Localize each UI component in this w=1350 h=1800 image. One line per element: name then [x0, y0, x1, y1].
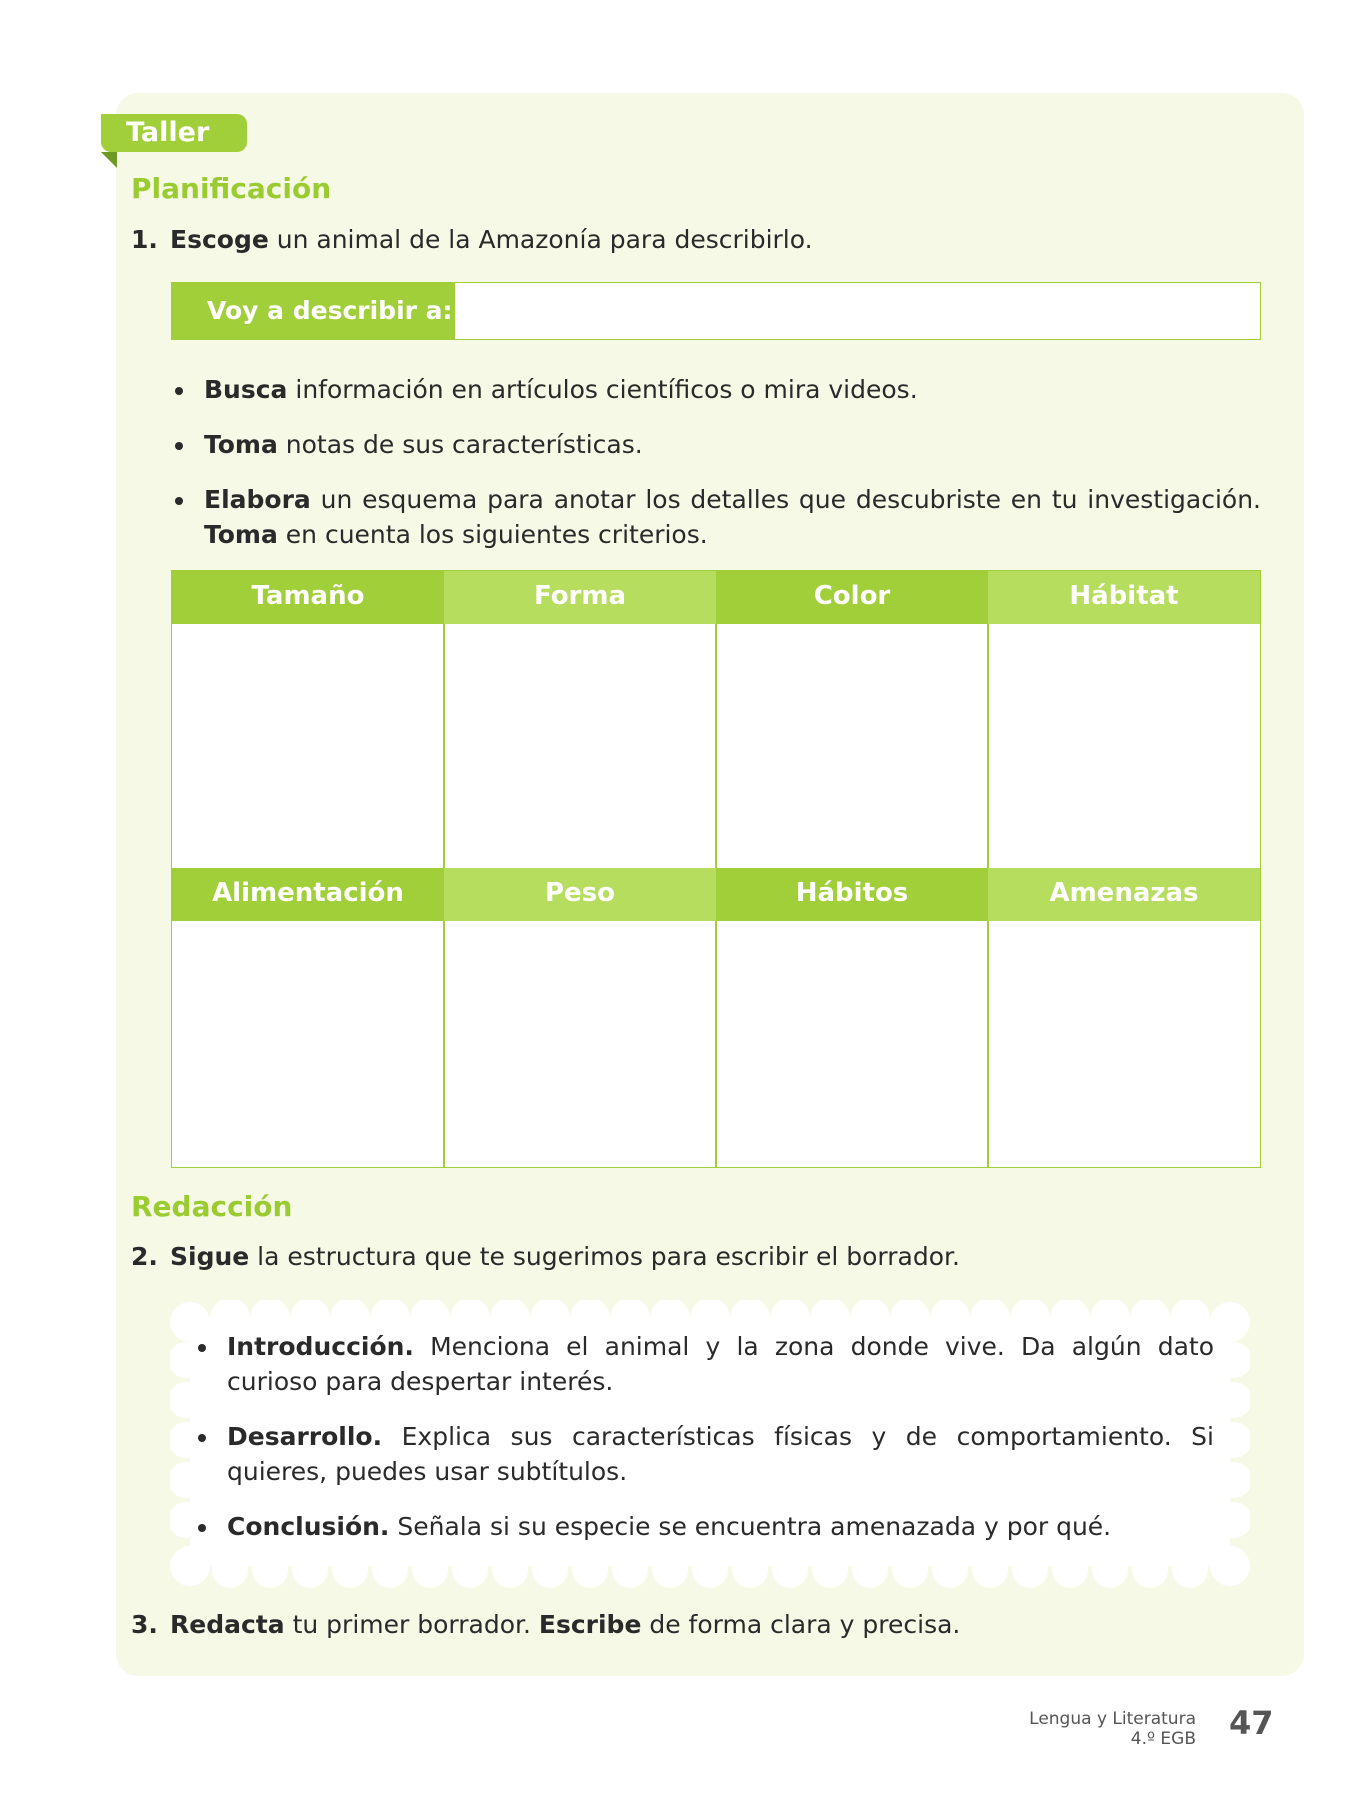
structure-text: Señala si su especie se encuentra amenazada y por qué. [389, 1512, 1112, 1541]
describe-label: Voy a describir a: [172, 283, 455, 339]
criteria-header-habitos: Hábitos [716, 868, 988, 921]
list-item [171, 482, 1261, 552]
page-number: 47 [1229, 1704, 1274, 1742]
criteria-header-amenazas: Amenazas [988, 868, 1260, 921]
criteria-header-alimentacion: Alimentación [172, 868, 444, 921]
bullet-text: un esquema para anotar los detalles que descubriste en tu investigación. [310, 485, 1261, 514]
task-2-number: 2. [131, 1242, 158, 1271]
describe-animal-field[interactable] [171, 282, 1261, 340]
criteria-header-tamano: Tamaño [172, 571, 444, 624]
grid-divider [987, 921, 989, 1167]
task-1-verb: Escoge [170, 225, 269, 254]
grid-divider [443, 921, 445, 1167]
task-2-text: la estructura que te sugerimos para escribir el borrador. [249, 1242, 960, 1271]
structure-text: Menciona el animal y la zona donde vive. Da algún dato curioso para despertar interés. [227, 1332, 1214, 1396]
task-3 [131, 1610, 960, 1639]
criteria-header-habitat: Hábitat [988, 571, 1260, 624]
task-3-verb-2: Escribe [538, 1610, 642, 1639]
list-item [171, 372, 1261, 407]
list-item [194, 1509, 1214, 1544]
task-3-verb: Redacta [170, 1610, 285, 1639]
list-item [194, 1329, 1214, 1399]
structure-list [194, 1329, 1214, 1564]
footer-subject [1029, 1709, 1196, 1749]
task-1-number: 1. [131, 225, 158, 254]
task-3-number: 3. [131, 1610, 158, 1639]
bullet-verb: Toma [204, 430, 278, 459]
criteria-header-peso: Peso [444, 868, 716, 921]
criteria-grid [171, 570, 1261, 1168]
bullet-text: notas de sus características. [277, 430, 643, 459]
grid-divider [715, 921, 717, 1167]
list-item [194, 1419, 1214, 1489]
research-bullets [171, 372, 1261, 572]
list-item [171, 427, 1261, 462]
structure-term: Conclusión. [227, 1512, 390, 1541]
bullet-text: información en artículos científicos o mira videos. [287, 375, 918, 404]
task-1 [131, 225, 813, 254]
grid-divider [443, 624, 445, 868]
bullet-verb: Elabora [204, 485, 311, 514]
redaccion-title: Redacción [131, 1190, 293, 1223]
structure-term: Introducción. [227, 1332, 414, 1361]
taller-badge: Taller [101, 114, 247, 152]
bullet-verb: Busca [204, 375, 288, 404]
footer-grade: 4.º EGB [1130, 1729, 1196, 1749]
bullet-text-2: en cuenta los siguientes criterios. [277, 520, 708, 549]
planificacion-title: Planificación [131, 172, 332, 205]
grid-divider [987, 624, 989, 868]
task-2-verb: Sigue [170, 1242, 250, 1271]
task-2 [131, 1242, 960, 1271]
structure-term: Desarrollo. [227, 1422, 383, 1451]
task-3-text-2: de forma clara y precisa. [641, 1610, 961, 1639]
criteria-header-forma: Forma [444, 571, 716, 624]
task-1-text: un animal de la Amazonía para describirlo. [268, 225, 813, 254]
criteria-header-color: Color [716, 571, 988, 624]
badge-fold [101, 152, 117, 168]
footer-subject-name: Lengua y Literatura [1029, 1709, 1196, 1729]
grid-divider [715, 624, 717, 868]
task-3-text: tu primer borrador. [284, 1610, 539, 1639]
bullet-verb-2: Toma [204, 520, 278, 549]
structure-text: Explica sus características físicas y de comportamiento. Si quieres, puedes usar subtítulos. [227, 1422, 1214, 1486]
